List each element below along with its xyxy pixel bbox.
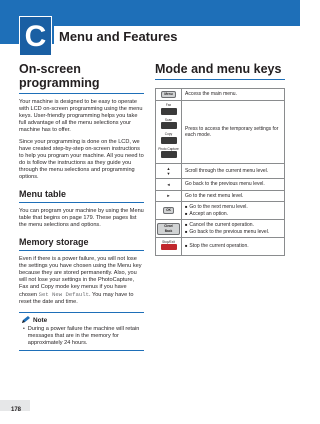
desc-cell: Scroll through the current menu level.	[182, 164, 285, 179]
note-box	[19, 312, 144, 351]
bullet-text: Go back to the previous menu level.	[189, 228, 270, 235]
memory-text-1: Even if there is a power failure, you will not lose the settings you have chosen using the Menu key because they are stored permanently. Also, you will not lose your settings in the PhotoCapture, Fax and Copy mode key menus if you have chosen	[19, 256, 142, 298]
table-row	[156, 101, 285, 164]
key-cell	[156, 164, 182, 179]
memory-text-2: . You may have to reset the date and time.	[19, 292, 134, 305]
left-column	[19, 62, 144, 351]
table-row	[156, 164, 285, 179]
scan-key-label: Scan	[164, 117, 173, 122]
stop-exit-key-label: Stop/Exit	[162, 240, 175, 244]
scan-key-icon	[161, 122, 177, 129]
mode-keys-table	[155, 88, 285, 256]
right-column	[155, 62, 285, 256]
table-row	[156, 89, 285, 101]
key-cell	[156, 179, 182, 191]
menu-table-text: You can program your machine by using the Menu table that begins on page 179. These pages list the menu selections and options.	[19, 208, 144, 228]
desc-cell: Go back to the previous menu level.	[182, 179, 285, 191]
note-label: Note	[33, 316, 48, 324]
section-title-onscreen: On-screen programming	[19, 62, 100, 90]
list-item	[185, 243, 281, 250]
list-item	[185, 211, 281, 218]
desc-cell	[182, 238, 285, 256]
note-body	[19, 326, 144, 351]
section-rule	[155, 79, 285, 80]
table-row	[156, 190, 285, 202]
memory-storage-title: Memory storage	[19, 237, 89, 247]
fax-key-icon	[161, 108, 177, 115]
chapter-title: Menu and Features	[59, 29, 178, 44]
bullet-icon: ■	[185, 222, 188, 227]
fax-key-label: Fax	[165, 103, 172, 107]
subsection-rule	[19, 250, 144, 251]
bullet-icon: ■	[185, 210, 188, 216]
ok-key: OK	[163, 207, 174, 214]
key-cell	[156, 101, 182, 164]
chapter-letter-box	[19, 16, 52, 56]
desc-cell	[182, 220, 285, 238]
photo-capture-key-icon	[161, 151, 177, 158]
copy-key-icon	[161, 137, 177, 144]
section-title-mode-keys: Mode and menu keys	[155, 62, 282, 76]
bullet-text: Cancel the current operation.	[189, 222, 254, 228]
page-number: 178	[11, 407, 22, 413]
list-item	[185, 229, 281, 236]
set-new-default-text: Set New Default	[38, 291, 89, 298]
chapter-header	[0, 0, 300, 52]
table-row	[156, 202, 285, 220]
photo-capture-key-label: Photo Capture	[158, 146, 179, 151]
table-row	[156, 179, 285, 191]
key-cell	[156, 190, 182, 202]
chapter-letter: C	[24, 20, 47, 53]
key-cell	[156, 202, 182, 220]
key-cell	[156, 89, 182, 101]
key-cell	[156, 220, 182, 238]
copy-key-label: Copy	[164, 132, 173, 136]
desc-cell: Access the main menu.	[182, 89, 285, 101]
desc-cell: Press to access the temporary settings for each mode.	[182, 101, 285, 164]
menu-table-title: Menu table	[19, 189, 67, 199]
note-pencil-icon	[21, 316, 31, 324]
bullet-icon: ■	[185, 243, 188, 248]
note-text: During a power failure the machine will retain messages that are in the memory for approximately 24 hours.	[27, 326, 140, 346]
key-cell	[156, 238, 182, 256]
note-header	[19, 312, 144, 324]
subsection-rule	[19, 202, 144, 203]
left-arrow-icon: ◄	[166, 181, 171, 187]
intro-paragraph-2: Since your programming is done on the LCD, we have created step-by-step on-screen instructions to help you program your machine. All you need to do is follow the instructions as they guide you through the menu selections and programming options.	[19, 139, 144, 180]
bullet-text: Go to the next menu level.	[189, 204, 248, 210]
bullet-icon: •	[23, 326, 25, 332]
bullet-text: Stop the current operation.	[189, 243, 249, 249]
right-arrow-icon: ►	[166, 193, 171, 199]
up-down-arrow-icon: ▲ ▼	[166, 166, 171, 176]
menu-key: Menu	[161, 91, 175, 98]
table-row	[156, 220, 285, 238]
table-row	[156, 238, 285, 256]
memory-storage-text	[19, 256, 144, 306]
desc-cell: Go to the next menu level.	[182, 190, 285, 202]
chapter-title-box	[54, 26, 300, 52]
stop-exit-key-icon	[161, 244, 177, 250]
clear-back-key: Clear/ Back	[157, 223, 180, 235]
intro-paragraph-1: Your machine is designed to be easy to operate with LCD on-screen programming using the menu keys. User-friendly programming helps you take full advantage of all the menu selections your machine has to offer.	[19, 99, 143, 133]
desc-cell	[182, 202, 285, 220]
section-rule	[19, 93, 144, 94]
bullet-icon: ■	[185, 228, 188, 234]
bullet-text: Accept an option.	[189, 210, 229, 217]
bullet-icon: ■	[185, 204, 188, 209]
